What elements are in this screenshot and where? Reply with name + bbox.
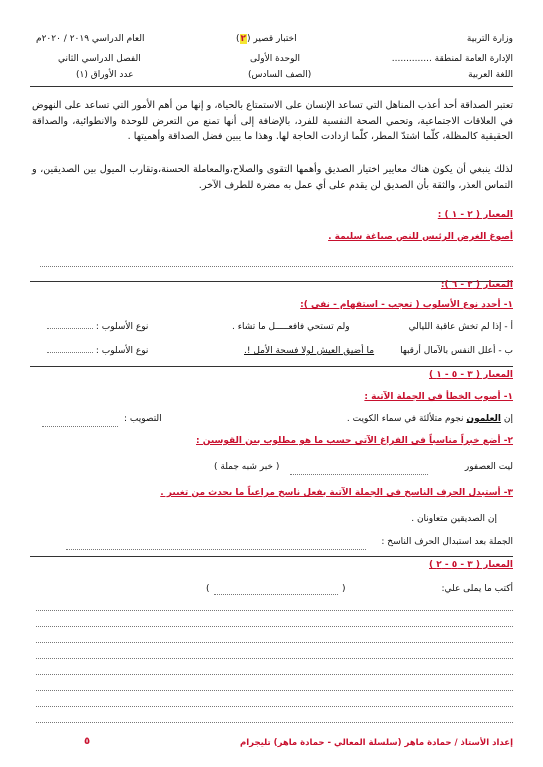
footer-credit: إعداد الأستاذ / حمادة ماهر (سلسلة المعالي - حمادة ماهر) تليجرام: [240, 738, 513, 748]
verse-a-style-type: نوع الأسلوب :: [47, 322, 148, 332]
answer-line-purpose[interactable]: [40, 266, 513, 267]
verse-b-first-half: ب - أعلل النفس بالآمال أرقبها: [400, 346, 513, 356]
dictation-prompt: أكتب ما يملى علي:: [441, 584, 513, 594]
task-style-type: ١- أحدد نوع الأسلوب ( تعجب - استفهام - نفي ):: [300, 300, 513, 310]
dictation-line-7[interactable]: [36, 706, 513, 707]
verse-a-second-half: ولم تستحي فافعـــــل ما تشاء .: [232, 322, 350, 332]
dictation-line-4[interactable]: [36, 658, 513, 659]
predicate-hint: ( خبر شبه جملة ): [214, 462, 280, 472]
dictation-paren-close: ): [206, 584, 210, 594]
test-title-suffix: ): [236, 34, 240, 44]
task-main-purpose: أصوغ الغرض الرئيس للنص صياغة سليمة .: [328, 232, 513, 242]
dictation-line-3[interactable]: [36, 642, 513, 643]
header-district: الإدارة العامة لمنطقة ..............: [391, 54, 513, 64]
task-replace-particle: ٣- أستبدل الحرف الناسخ في الجملة الآتية بفعل ناسخ مراعياً ما يحدث من تغيير .: [160, 488, 513, 498]
criterion-label-1: المعيار ( ٢ - ١ ) :: [437, 210, 513, 220]
header-grade: (الصف السادس): [248, 70, 312, 80]
header-school-year: العام الدراسي ٢٠١٩ / ٢٠٢٠م: [36, 34, 145, 44]
dictation-line-2[interactable]: [36, 626, 513, 627]
header-semester: الفصل الدراسي الثاني: [58, 54, 141, 64]
header-subject: اللغة العربية: [468, 70, 513, 80]
passage-paragraph-1: تعتبر الصداقة أحد أعذب المناهل التي تساعد الإنسان على الاستمتاع بالحياة، و إنها من أهم الأمور التي تساعد على النهوض في العلاقات الاجتماعية، وتحمي الصحة النفسية للفرد، بالإضافة إلى أنها تمنع من التعرض للوحدة والانطوائية، والصداقة الحقيقية كالمظلة، كلّما اشتدّ المطر، كلّما ازدادت الحاجة لها. وهذا ما يبين فضل الصداقة وأهميتها .: [32, 100, 513, 142]
task-add-predicate: ٢- أضع خبراً مناسباً في الفراغ الآتي حسب ما هو مطلوب بين القوسين :: [196, 436, 513, 446]
criterion-label-4: المعيار ( ٣ - ٥ - ٢ ): [429, 560, 513, 570]
answer-line-style-a[interactable]: [47, 328, 93, 329]
answer-line-replacement[interactable]: [66, 549, 366, 550]
section-divider-2: [30, 366, 513, 367]
sentence-bird: ليت العصفور: [464, 462, 513, 472]
header-test-title: [236, 34, 297, 45]
dictation-line-1[interactable]: [36, 610, 513, 611]
dictation-line-6[interactable]: [36, 690, 513, 691]
sentence-friends: إن الصديقين متعاونان .: [411, 514, 497, 524]
criterion-label-2: المعيار ( ٢ - ٦ ):: [440, 280, 513, 290]
header-page-count: عدد الأوراق (١): [76, 70, 134, 80]
criterion-label-3: المعيار ( ٣ - ٥ - ١ ): [429, 370, 513, 380]
replacement-label: الجملة بعد استبدال الحرف الناسخ :: [381, 537, 513, 547]
dictation-line-5[interactable]: [36, 674, 513, 675]
verse-a-first-half: أ - إذا لم تخش عاقبة الليالي: [408, 322, 513, 332]
answer-line-style-b[interactable]: [47, 352, 93, 353]
error-sentence: إن العلمون نجوم متلألئة في سماء الكويت .: [346, 414, 513, 424]
section-divider-3: [30, 556, 513, 557]
header-ministry: وزارة التربية: [466, 34, 513, 44]
error-word: العلمون: [466, 414, 501, 424]
dictation-paren-open: (: [342, 584, 346, 594]
answer-line-correction[interactable]: [42, 426, 118, 427]
footer-page-number: ٥: [84, 736, 91, 747]
task-correct-error: ١- أصوب الخطأ في الجملة الآتية :: [364, 392, 513, 402]
header-divider: [30, 86, 513, 87]
verse-b-second-half: ما أضيق العيش لولا فسحة الأمل !.: [244, 346, 375, 356]
passage-paragraph-2: لذلك ينبغي أن يكون هناك معايير اختيار الصديق وأهمها التقوى والصلاح،والمعاملة الحسنة،وتقارب الميول بين الصديقين، و التماس العذر، والثقة بأن الصديق لن يقدم على أي عمل به مضرة للطرف الآخر.: [32, 164, 513, 191]
answer-line-predicate[interactable]: [290, 474, 428, 475]
correction-label: التصويب :: [124, 414, 162, 424]
verse-b-style-type: نوع الأسلوب :: [47, 346, 148, 356]
dictation-line-8[interactable]: [36, 722, 513, 723]
test-title-prefix: اختبار قصير (: [247, 34, 297, 44]
dictation-title-line[interactable]: [214, 594, 338, 595]
header-unit: الوحدة الأولى: [250, 54, 300, 64]
test-number: ٢: [240, 34, 247, 44]
